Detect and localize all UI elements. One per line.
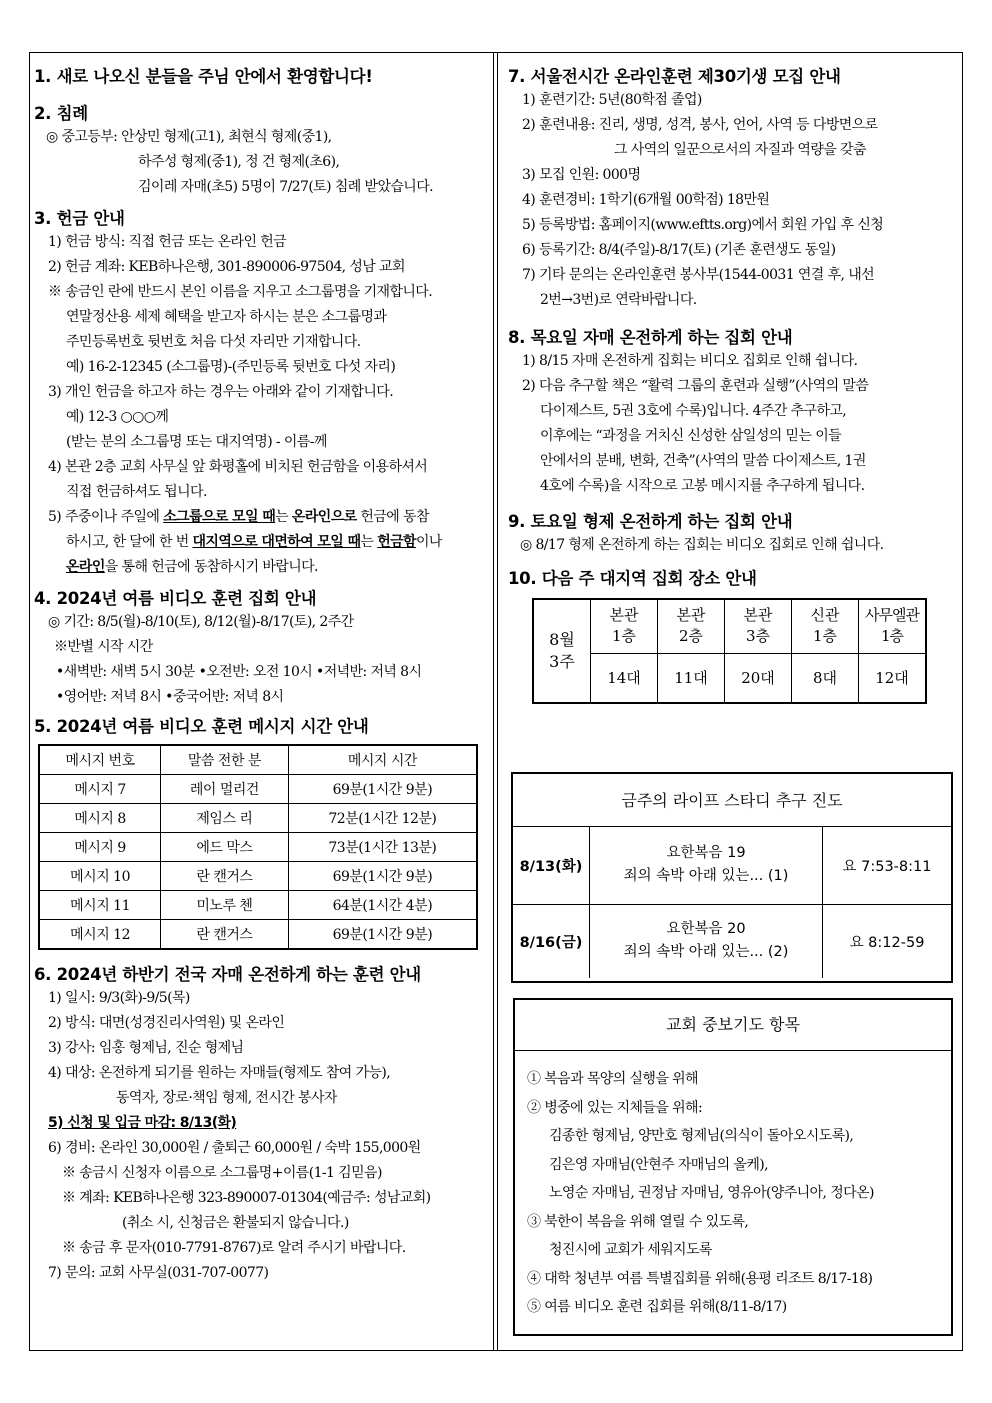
study-book: 요한복음 20 — [666, 921, 746, 938]
life-study-table — [513, 774, 951, 978]
count-cell: 20대 — [725, 653, 792, 703]
count-cell: 12대 — [859, 653, 927, 703]
baptism-line: ◎ 중고등부: 안상민 형제(고1), 최현식 형제(중1), — [46, 129, 332, 145]
prayer-item: 김종한 형제님, 양만호 형제님(의식이 돌아오시도록), — [549, 1128, 854, 1144]
sisters-training-line: 1) 일시: 9/3(화)-9/5(목) — [48, 990, 190, 1006]
text: 하시고, 한 달에 한 번 — [66, 534, 193, 550]
sisters-meeting-line: 다이제스트, 5권 3호에 수록)입니다. 4주간 추구하고, — [540, 403, 847, 419]
sisters-training-line: 3) 강사: 임홍 형제님, 진순 형제님 — [48, 1040, 244, 1056]
online-training-line: 1) 훈련기간: 5년(80학점 졸업) — [522, 92, 702, 108]
online-training-line: 그 사역의 일꾼으로서의 자질과 역량을 갖춤 — [614, 142, 866, 158]
table-cell: 메시지 11 — [39, 891, 161, 920]
offering-line-6 — [34, 530, 484, 555]
table-header: 메시지 시간 — [288, 745, 477, 775]
hall-cell — [591, 599, 658, 653]
table-cell: 메시지 12 — [39, 920, 161, 950]
section-5-title: 5. 2024년 여름 비디오 훈련 메시지 시간 안내 — [34, 717, 369, 736]
offering-line: 1) 헌금 방식: 직접 헌금 또는 온라인 헌금 — [48, 234, 287, 250]
table-header: 말씀 전한 분 — [161, 745, 289, 775]
life-study-box — [511, 772, 953, 983]
prayer-item: 청진시에 교회가 세워지도록 — [549, 1242, 712, 1258]
study-topic: 죄의 속박 아래 있는... (2) — [623, 944, 789, 961]
online-training-line: 4) 훈련경비: 1학기(6개월 00학점) 18만원 — [522, 192, 770, 208]
prayer-item: ④ 대학 청년부 여름 특별집회를 위해(용평 리조트 8/17-18) — [527, 1270, 873, 1287]
study-book: 요한복음 19 — [666, 845, 746, 861]
table-cell: 레이 멀리건 — [161, 775, 289, 804]
table-row — [39, 833, 477, 862]
section-8-title: 8. 목요일 자매 온전하게 하는 집회 안내 — [508, 328, 793, 347]
offering-line: 주민등록번호 뒷번호 처음 다섯 자리만 기재합니다. — [66, 334, 361, 350]
sisters-training-line: 7) 문의: 교회 사무실(031-707-0077) — [48, 1265, 269, 1281]
hall-cell — [792, 599, 859, 653]
study-date: 8/16(금) — [513, 904, 590, 978]
table-row — [39, 804, 477, 833]
table-cell: 메시지 7 — [39, 775, 161, 804]
sisters-meeting-line: 2) 다음 추구할 책은 “활력 그룹의 훈련과 실행”(사역의 말씀 — [522, 378, 869, 394]
hall-floor: 2층 — [678, 627, 704, 646]
prayer-item: ① 복음과 목양의 실행을 위해 — [527, 1071, 698, 1087]
table-cell: 에드 막스 — [161, 833, 289, 862]
section-2-title: 2. 침례 — [34, 104, 88, 123]
study-topic: 죄의 속박 아래 있는... (1) — [623, 868, 789, 884]
table-row — [513, 904, 951, 978]
hall-name: 사무엘관 — [865, 606, 919, 625]
prayer-item: ⑤ 여름 비디오 훈련 집회를 위해(8/11-8/17) — [527, 1299, 787, 1315]
training-line: •영어반: 저녁 8시 •중국어반: 저녁 8시 — [56, 689, 284, 705]
training-line: ※반별 시작 시간 — [54, 639, 153, 655]
emphasis: 헌금함 — [377, 534, 416, 550]
prayer-title: 교회 중보기도 항목 — [515, 1000, 951, 1051]
month-label: 8월 — [549, 630, 575, 649]
emphasis: 온라인 — [66, 559, 105, 575]
prayer-box — [513, 998, 953, 1336]
sisters-meeting-line: 1) 8/15 자매 온전하게 집회는 비디오 집회로 인해 쉽니다. — [522, 353, 858, 369]
table-cell: 64분(1시간 4분) — [288, 891, 477, 920]
section-9-title: 9. 토요일 형제 온전하게 하는 집회 안내 — [508, 512, 793, 531]
study-date: 8/13(화) — [513, 826, 590, 904]
table-cell: 메시지 10 — [39, 862, 161, 891]
hall-name: 본관 — [609, 606, 639, 625]
table-cell: 란 캔거스 — [161, 862, 289, 891]
sisters-meeting-line: 이후에는 “과정을 거치신 신성한 삼일성의 믿는 이들 — [540, 428, 842, 444]
offering-line: 3) 개인 헌금을 하고자 하는 경우는 아래와 같이 기재합니다. — [48, 384, 394, 400]
message-time-table — [38, 744, 478, 950]
study-content — [590, 904, 823, 978]
count-cell: 8대 — [792, 653, 859, 703]
table-row — [39, 891, 477, 920]
section-7-title: 7. 서울전시간 온라인훈련 제30기생 모집 안내 — [508, 67, 841, 86]
section-1-title: 1. 새로 나오신 분들을 주님 안에서 환영합니다! — [34, 67, 373, 86]
online-training-line: 7) 기타 문의는 온라인훈련 봉사부(1544-0031 연결 후, 내선 — [522, 267, 875, 283]
sisters-training-line: ※ 송금 후 문자(010-7791-8767)로 알려 주시기 바랍니다. — [62, 1240, 406, 1256]
table-cell: 미노루 첸 — [161, 891, 289, 920]
table-cell: 69분(1시간 9분) — [288, 775, 477, 804]
emphasis: 소그룹으로 모일 때 — [163, 509, 276, 525]
training-line: •새벽반: 새벽 5시 30분 •오전반: 오전 10시 •저녁반: 저녁 8시 — [56, 664, 422, 680]
sisters-training-line: ※ 계좌: KEB하나은행 323-890007-01304(예금주: 성남교회) — [62, 1190, 431, 1206]
text: 5) 주중이나 주일에 — [48, 509, 164, 525]
offering-line: 예) 12-3 ○○○께 — [66, 409, 169, 425]
hall-name: 신관 — [810, 606, 840, 625]
table-cell: 72분(1시간 12분) — [288, 804, 477, 833]
sisters-training-line: 동역자, 장로·책임 형제, 전시간 봉사자 — [116, 1090, 337, 1106]
section-10-title: 10. 다음 주 대지역 집회 장소 안내 — [508, 569, 757, 588]
study-content — [590, 826, 823, 904]
online-training-line: 3) 모집 인원: 000명 — [522, 167, 641, 183]
sisters-meeting-line: 안에서의 분배, 변화, 건축”(사역의 말씀 다이제스트, 1권 — [540, 453, 866, 469]
hall-floor: 1층 — [880, 627, 904, 646]
offering-line-7 — [34, 555, 484, 580]
prayer-item: ③ 북한이 복음을 위해 열릴 수 있도록, — [527, 1213, 749, 1230]
baptism-line: 하주성 형제(중1), 정 건 형제(초6), — [138, 154, 340, 170]
sisters-training-line: 2) 방식: 대면(성경진리사역원) 및 온라인 — [48, 1015, 285, 1031]
emphasis: 온라인으로 — [291, 509, 357, 525]
study-ref: 요 8:12-59 — [823, 904, 952, 978]
table-header: 메시지 번호 — [39, 745, 161, 775]
hall-cell — [725, 599, 792, 653]
online-training-line: 2번→3번)로 연락바랍니다. — [540, 292, 697, 308]
table-row — [39, 862, 477, 891]
section-6-title: 6. 2024년 하반기 전국 자매 온전하게 하는 훈련 안내 — [34, 965, 421, 984]
emphasis: 대지역으로 대면하여 모일 때 — [192, 534, 361, 550]
hall-floor: 3층 — [745, 627, 771, 646]
count-cell: 14대 — [591, 653, 658, 703]
table-cell: 69분(1시간 9분) — [288, 862, 477, 891]
sisters-training-line: 4) 대상: 온전하게 되기를 원하는 자매들(형제도 참여 가능), — [48, 1065, 391, 1081]
text: 는 — [275, 509, 292, 525]
table-cell: 란 캔거스 — [161, 920, 289, 950]
table-cell: 메시지 8 — [39, 804, 161, 833]
right-column — [508, 58, 958, 704]
online-training-line: 6) 등록기간: 8/4(주일)-8/17(토) (기존 훈련생도 동일) — [522, 242, 836, 258]
offering-line: ※ 송금인 란에 반드시 본인 이름을 지우고 소그룹명을 기재합니다. — [48, 284, 433, 300]
hall-name: 본관 — [743, 606, 773, 625]
offering-line: (받는 분의 소그룹명 또는 대지역명) - 이름-께 — [66, 434, 327, 450]
sisters-training-line: (취소 시, 신청금은 환불되지 않습니다.) — [122, 1215, 349, 1231]
week-cell — [533, 599, 591, 703]
table-row — [513, 826, 951, 904]
section-4-title: 4. 2024년 여름 비디오 훈련 집회 안내 — [34, 589, 317, 608]
section-3-title: 3. 헌금 안내 — [34, 209, 125, 228]
offering-line: 연말정산용 세제 혜택을 받고자 하시는 분은 소그룹명과 — [66, 309, 387, 325]
text: 을 통해 헌금에 동참하시기 바랍니다. — [104, 559, 318, 575]
sisters-meeting-line: 4호에 수록)을 시작으로 고봉 메시지를 추구하게 됩니다. — [540, 478, 865, 494]
deadline-line — [34, 1111, 484, 1136]
sisters-training-line: 6) 경비: 온라인 30,000원 / 출퇴근 60,000원 / 숙박 155,000원 — [48, 1140, 421, 1156]
offering-line: 예) 16-2-12345 (소그룹명)-(주민등록 뒷번호 다섯 자리) — [66, 359, 396, 375]
left-column — [34, 58, 484, 1286]
online-training-line: 2) 훈련내용: 진리, 생명, 성격, 봉사, 언어, 사역 등 다방면으로 — [522, 117, 878, 133]
hall-floor: 1층 — [611, 627, 637, 646]
table-cell: 메시지 9 — [39, 833, 161, 862]
training-line: ◎ 기간: 8/5(월)-8/10(토), 8/12(월)-8/17(토), 2주간 — [48, 614, 354, 630]
brothers-meeting-line: ◎ 8/17 형제 온전하게 하는 집회는 비디오 집회로 인해 쉽니다. — [520, 537, 884, 553]
text: 는 — [360, 534, 378, 550]
table-cell: 제임스 리 — [161, 804, 289, 833]
table-row — [39, 775, 477, 804]
baptism-line: 김이레 자매(초5) 5명이 7/27(토) 침례 받았습니다. — [138, 179, 433, 195]
offering-line-5 — [34, 505, 484, 530]
location-table — [532, 598, 927, 704]
prayer-item: 김은영 자매님(안현주 자매님의 올케), — [549, 1156, 768, 1173]
hall-cell — [658, 599, 725, 653]
count-cell: 11대 — [658, 653, 725, 703]
text: 이나 — [415, 534, 442, 550]
table-cell: 69분(1시간 9분) — [288, 920, 477, 950]
hall-floor: 1층 — [812, 627, 838, 646]
text: 헌금에 동참 — [356, 509, 429, 525]
prayer-item: 노영순 자매님, 권정남 자매님, 영유아(양주니아, 정다온) — [549, 1185, 874, 1201]
life-study-title: 금주의 라이프 스타디 추구 진도 — [513, 774, 951, 826]
hall-name: 본관 — [676, 606, 706, 625]
emphasis: 5) 신청 및 입금 마감: 8/13(화) — [48, 1115, 237, 1131]
column-divider — [493, 52, 498, 1351]
online-training-line: 5) 등록방법: 홈페이지(www.eftts.org)에서 회원 가입 후 신청 — [522, 217, 884, 233]
table-row — [39, 920, 477, 950]
prayer-item: ② 병중에 있는 지체들을 위해: — [527, 1099, 703, 1116]
sisters-training-line: ※ 송금시 신청자 이름으로 소그룹명+이름(1-1 김믿음) — [62, 1165, 382, 1181]
hall-cell — [859, 599, 927, 653]
study-ref: 요 7:53-8:11 — [823, 826, 952, 904]
offering-line: 직접 헌금하셔도 됩니다. — [66, 484, 207, 500]
table-cell: 73분(1시간 13분) — [288, 833, 477, 862]
offering-line: 2) 헌금 계좌: KEB하나은행, 301-890006-97504, 성남 교회 — [48, 259, 405, 275]
week-label: 3주 — [549, 652, 575, 671]
offering-line: 4) 본관 2층 교회 사무실 앞 화평홀에 비치된 헌금함을 이용하셔서 — [48, 459, 428, 475]
